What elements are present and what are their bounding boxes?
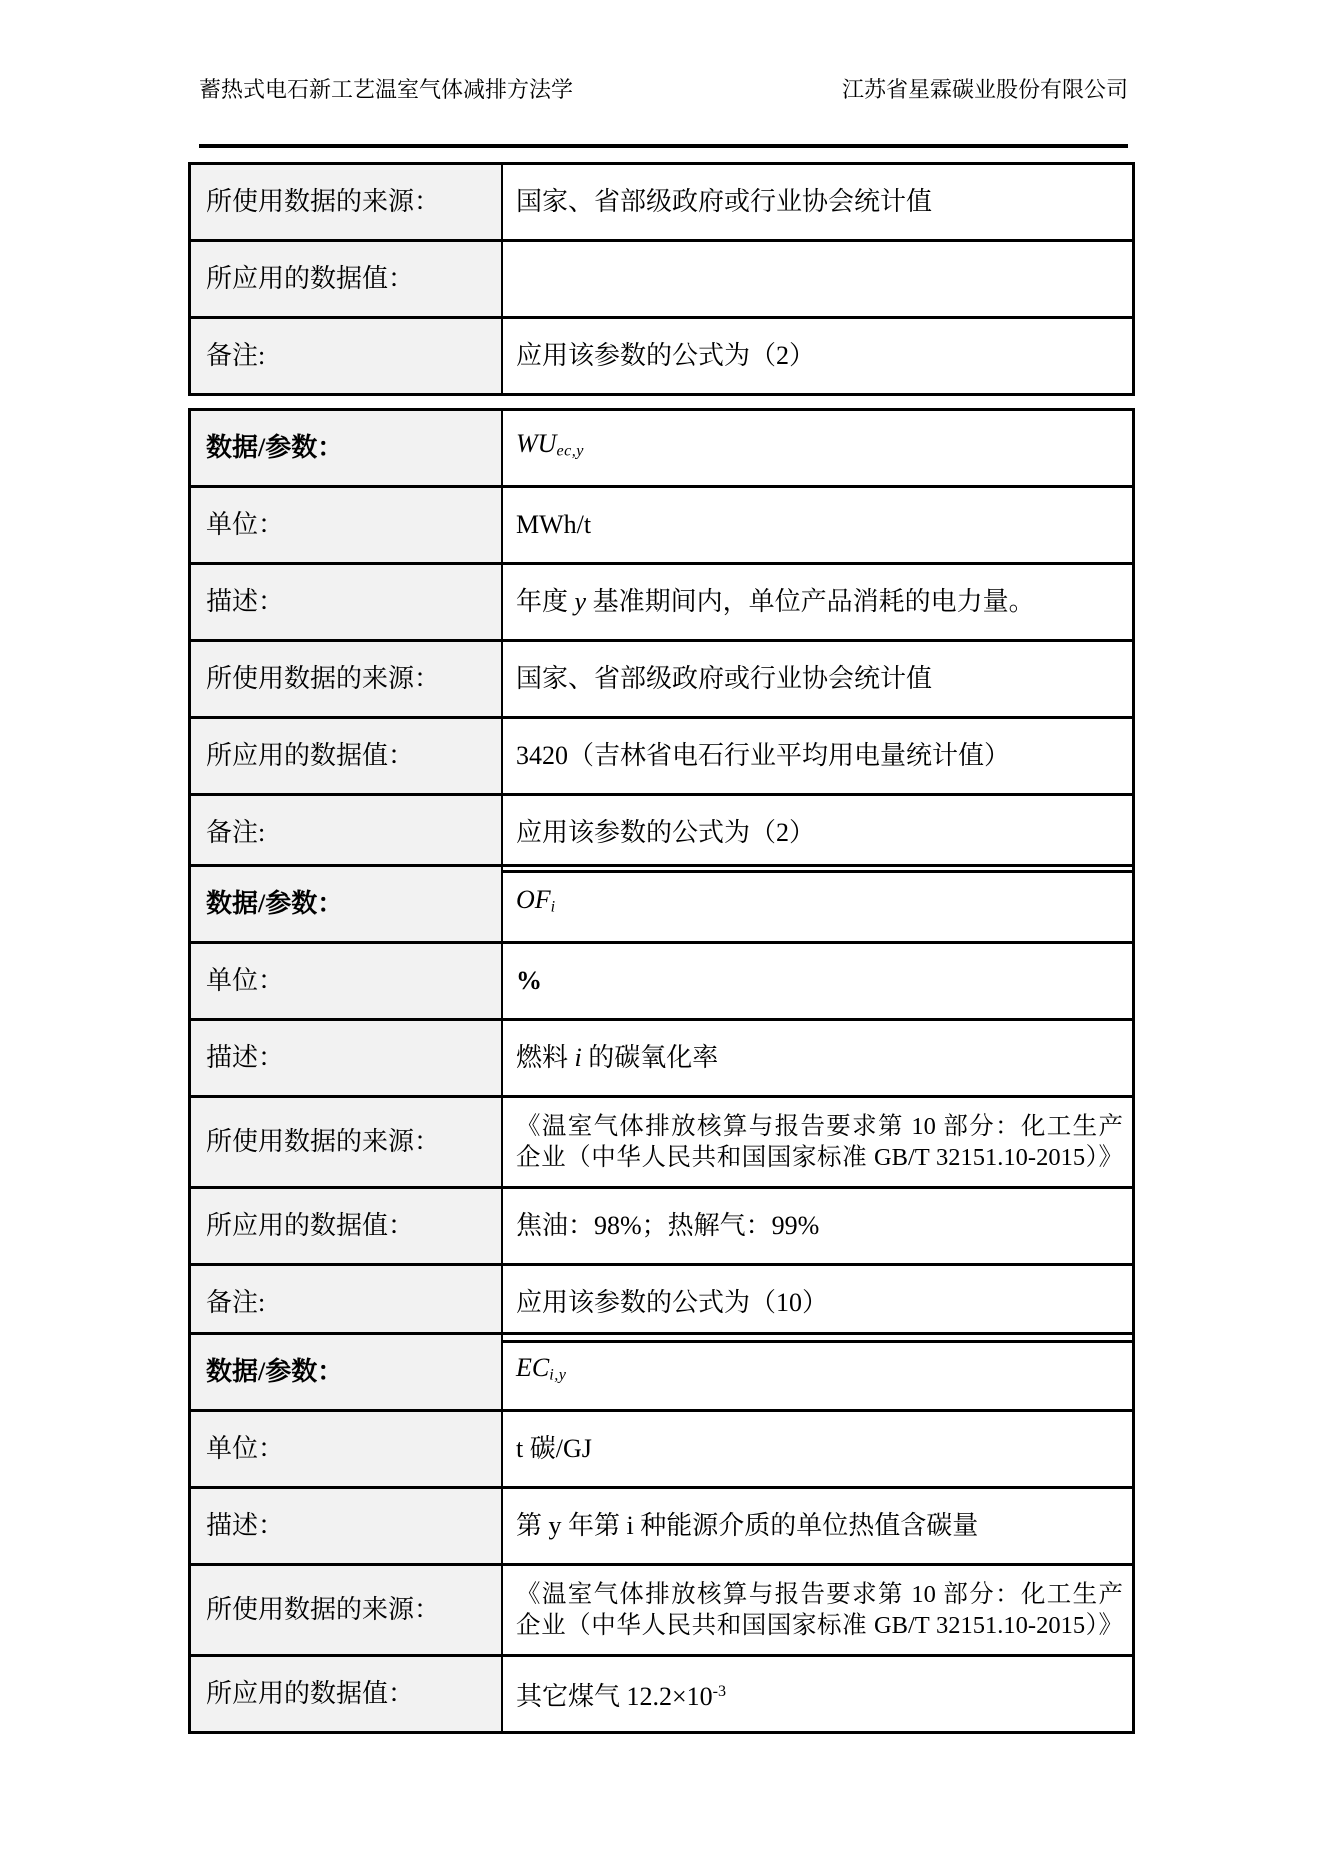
label-cell: 描述： [190,564,503,641]
table-row [190,641,1134,718]
table-row [190,1020,1134,1097]
value-cell-parameter-symbol: ECi,y [502,1334,1134,1411]
label-cell: 所使用数据的来源： [190,164,503,241]
value-cell: t 碳/GJ [502,1411,1134,1488]
label-cell: 所应用的数据值： [190,1656,503,1733]
table-row [190,1188,1134,1265]
label-cell: 所使用数据的来源： [190,1097,503,1188]
value-cell: 国家、省部级政府或行业协会统计值 [502,641,1134,718]
value-cell-parameter-symbol: WUec,y [502,410,1134,487]
value-cell: 《温室气体排放核算与报告要求第 10 部分：化工生产 企业（中华人民共和国国家标准 GB/T 32151.10-2015）》 [502,1097,1134,1188]
header-right-company: 江苏省星霖碳业股份有限公司 [841,77,1128,102]
header-rule [199,144,1128,148]
table-row [190,1411,1134,1488]
table-row [190,943,1134,1020]
label-cell: 所使用数据的来源： [190,1565,503,1656]
table-row [190,1656,1134,1733]
label-cell: 单位： [190,943,503,1020]
table-row [190,564,1134,641]
value-cell: 《温室气体排放核算与报告要求第 10 部分：化工生产 企业（中华人民共和国国家标准 GB/T 32151.10-2015）》 [502,1565,1134,1656]
value-cell: 焦油：98%；热解气：99% [502,1188,1134,1265]
label-cell: 数据/参数： [190,866,503,943]
label-cell: 备注: [190,795,503,872]
label-cell: 描述： [190,1488,503,1565]
label-cell: 单位： [190,1411,503,1488]
value-cell: 应用该参数的公式为（2） [502,318,1134,395]
label-cell: 所应用的数据值： [190,718,503,795]
param-table-1 [188,162,1135,396]
value-cell-parameter-symbol: OFi [502,866,1134,943]
value-cell: 应用该参数的公式为（2） [502,795,1134,872]
page-header [199,76,1128,104]
table-row [190,1265,1134,1342]
label-cell: 所使用数据的来源： [190,641,503,718]
value-cell: % [502,943,1134,1020]
table-row [190,795,1134,872]
label-cell: 所应用的数据值： [190,241,503,318]
label-cell: 数据/参数： [190,1334,503,1411]
label-cell: 备注: [190,318,503,395]
label-cell: 描述： [190,1020,503,1097]
value-cell: 年度 y 基准期间内，单位产品消耗的电力量。 [502,564,1134,641]
table-row [190,1565,1134,1656]
table-row [190,1097,1134,1188]
value-cell: 其它煤气 $12.2\times 10^{-3}$ [502,1656,1134,1733]
label-cell: 单位： [190,487,503,564]
value-cell: 应用该参数的公式为（10） [502,1265,1134,1342]
label-cell: 备注: [190,1265,503,1342]
table-row [190,164,1134,241]
param-table-2 [188,408,1135,873]
value-cell: 国家、省部级政府或行业协会统计值 [502,164,1134,241]
label-cell: 所应用的数据值： [190,1188,503,1265]
table-row [190,866,1134,943]
param-table-3 [188,864,1135,1343]
header-left-title: 蓄热式电石新工艺温室气体减排方法学 [199,77,574,102]
value-cell: 燃料 i 的碳氧化率 [502,1020,1134,1097]
value-cell: MWh/t [502,487,1134,564]
table-row [190,410,1134,487]
table-row [190,487,1134,564]
value-cell [502,241,1134,318]
label-cell: 数据/参数： [190,410,503,487]
table-row [190,718,1134,795]
param-table-4 [188,1332,1135,1734]
table-row [190,1334,1134,1411]
table-row [190,1488,1134,1565]
value-cell: 第 y 年第 i 种能源介质的单位热值含碳量 [502,1488,1134,1565]
value-cell: 3420（吉林省电石行业平均用电量统计值） [502,718,1134,795]
table-row [190,318,1134,395]
table-row [190,241,1134,318]
